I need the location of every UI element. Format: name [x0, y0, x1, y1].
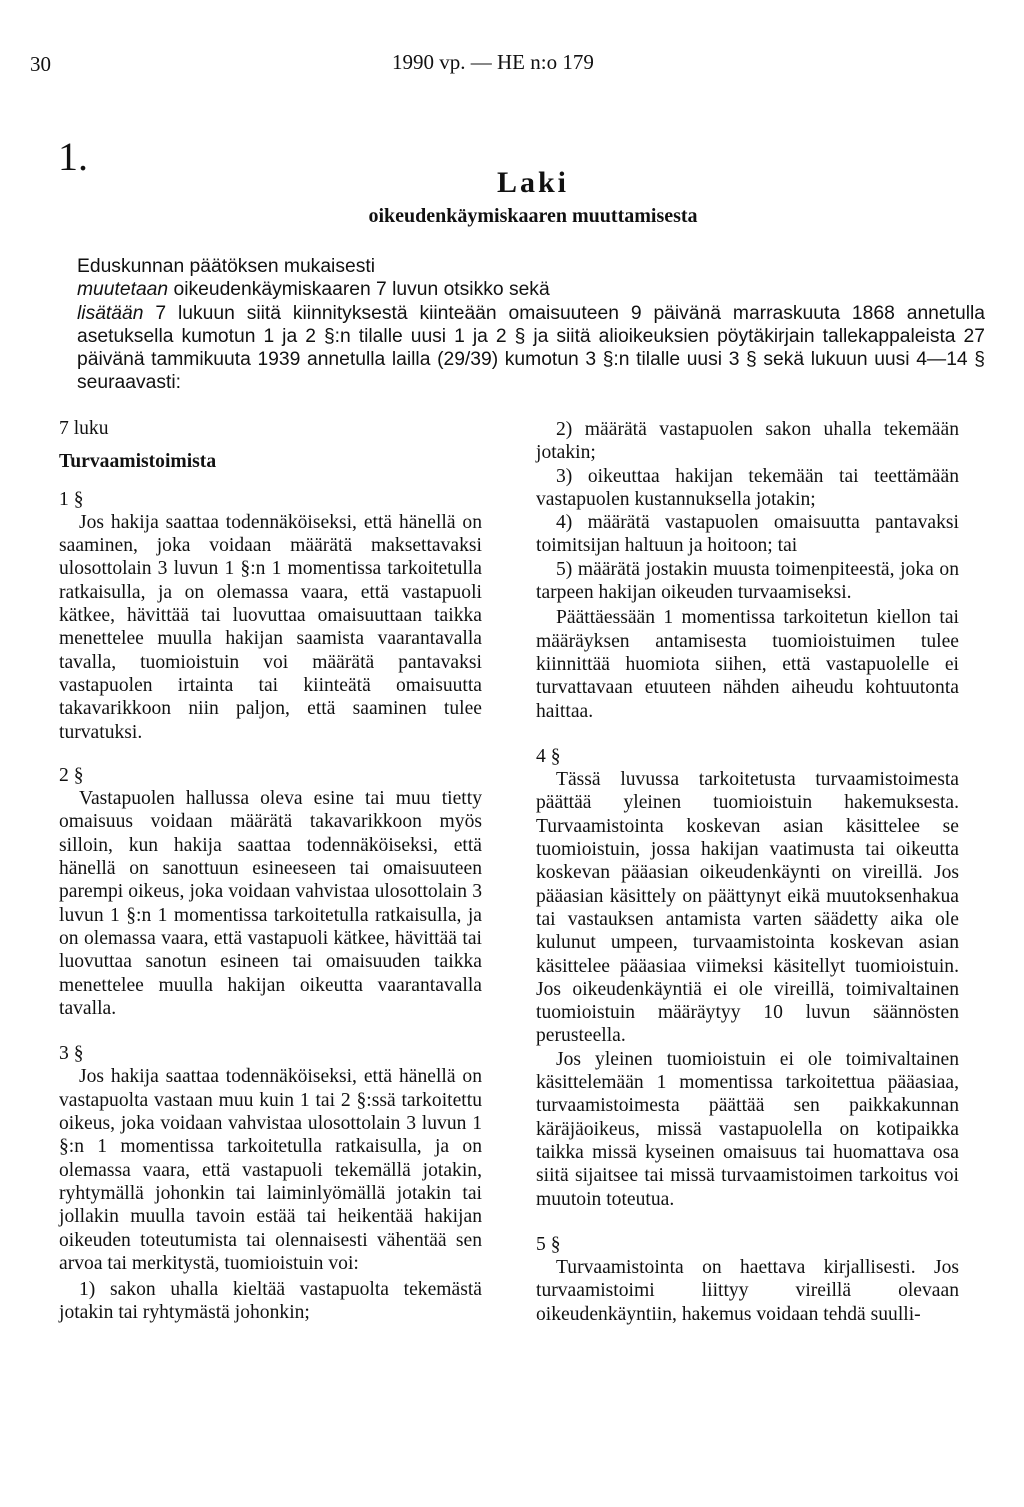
- section-3-item-1: 1) sakon uhalla kieltää vastapuolta tekemästä jotakin tai ryhtymästä johonkin;: [59, 1279, 482, 1324]
- chapter-number: 7 luku: [59, 418, 109, 439]
- section-3-text: Jos hakija saattaa todennäköiseksi, että hänellä on vastapuolta vastaan muu kuin 1 tai 2 §:ssä tarkoitettu oikeus, joka voidaan vahvistaa ulosottolain 3 luvun 1 §:n 1 momentissa tarkoitetulla ratkaisulla, ja on olemassa vaara, että vastapuoli tekemällä jotakin, ryhtymällä johonkin tai laiminlyömällä jotakin tai jollakin muulla tavoin estää tai heikentää hakijan oikeuden toteutumista tai olennaisesti vähentää sen arvoa tai merkitystä, tuomioistuin voi:: [59, 1066, 482, 1274]
- enactment-line-2: [77, 278, 985, 301]
- section-3-item-3: 3) oikeuttaa hakijan tekemään tai teettämään vastapuolen kustannuksella jotakin;: [536, 465, 959, 510]
- section-4-heading: 4 §: [536, 745, 561, 767]
- chapter-title: Turvaamistoimista: [59, 451, 217, 473]
- page-number: 30: [30, 52, 51, 76]
- enactment-line-3: [77, 302, 985, 395]
- section-1-heading: 1 §: [59, 488, 84, 510]
- enactment-clause: [77, 255, 985, 395]
- section-5-heading: 5 §: [536, 1233, 561, 1255]
- amend-keyword: muutetaan: [77, 279, 169, 301]
- section-3-paragraph-2: Päättäessään 1 momentissa tarkoitetun kiellon tai määräyksen antamisesta tuomioistuimen tulee kiinnittää huomiota siihen, että vastapuolelle ei turvattavaan etuuteen nähden aiheudu kohtuutonta haittaa.: [536, 607, 959, 722]
- left-column: [59, 417, 482, 1325]
- section-5-text: Turvaamistointa on haettava kirjallisesti. Jos turvaamistoimi liittyy vireillä olevaan oikeudenkäyntiin, hakemus voidaan tehdä suulli-: [536, 1257, 959, 1325]
- enactment-line-1: Eduskunnan päätöksen mukaisesti: [77, 256, 375, 277]
- section-4-paragraph-2: Jos yleinen tuomioistuin ei ole toimivaltainen käsittelemään 1 momentissa tarkoitettua pääasiaa, turvaamistoimesta päättää sen paikkakunnan käräjäoikeus, missä vastapuolella on kotipaikka taikka missä kyseinen omaisuus tai huomattava osa siitä sijaitsee tai missä turvaamistoimen tarkoitus voi muutoin toteutua.: [536, 1048, 959, 1210]
- section-3-item-4: 4) määrätä vastapuolen omaisuutta pantavaksi toimitsijan haltuun ja hoitoon; tai: [536, 512, 959, 557]
- page-header-title: 1990 vp. — HE n:o 179: [392, 50, 594, 74]
- law-subtitle: oikeudenkäymiskaaren muuttamisesta: [368, 205, 698, 227]
- section-2-text: Vastapuolen hallussa oleva esine tai muu tietty omaisuus voidaan määrätä takavarikkoon myös silloin, kun hakija saattaa todennäköiseksi, että hänellä on sanottuun esineeseen tai omaisuuteen parempi oikeus, joka voidaan vahvistaa ulosottolain 3 luvun 1 §:n 1 momentissa tarkoitetulla ratkaisulla, ja on olemassa vaara, että vastapuoli kätkee, hävittää tai luovuttaa sanotun esineen tai omaisuuden taikka menettelee muulla hakijan oikeutta vaarantavalla tavalla.: [59, 788, 482, 1019]
- law-number: 1.: [58, 134, 88, 179]
- add-text: 7 lukuun siitä kiinnityksestä kiinteään omaisuuteen 9 päivänä marraskuuta 1868 annetulla asetuksella kumotun 1 ja 2 §:n tilalle uusi 1 ja 2 § ja siitä alioikeuksien pöytäkirjain tallekappaleista 27 päivänä tammikuuta 1939 annetulla lailla (29/39) kumotun 3 §:n tilalle uusi 3 § sekä lukuun uusi 4—14 § seuraavasti:: [77, 302, 985, 394]
- section-2-heading: 2 §: [59, 764, 84, 786]
- section-4-text: Tässä luvussa tarkoitetusta turvaamistoimesta päättää yleinen tuomioistuin hakemuksesta. Turvaamistointa koskevan asian käsittelee se tuomioistuin, jossa hakijan vaatimusta tai oikeutta koskevan pääasian oikeudenkäynti on vireillä. Jos pääasian käsittely on päättynyt eikä muutoksenhakua tai vastauksen antamista varten säädetty aika ole kulunut umpeen, turvaamistointa koskevan asian käsittelee pääasiaa viimeksi käsitellyt tuomioistuin. Jos oikeudenkäyntiä ei ole vireillä, toimivaltainen tuomioistuin määräytyy 10 luvun säännösten perusteella.: [536, 769, 959, 1047]
- section-3-item-2: 2) määrätä vastapuolen sakon uhalla tekemään jotakin;: [536, 419, 959, 464]
- section-1-text: Jos hakija saattaa todennäköiseksi, että hänellä on saaminen, joka voidaan määrätä maksettavaksi ulosottolain 3 luvun 1 §:n 1 momentissa tarkoitetulla ratkaisulla, ja on olemassa vaara, että vastapuoli kätkee, hävittää tai luovuttaa omaisuuttaan taikka menettelee muulla hakijan saamista vaarantavalla tavalla, tuomioistuin voi määrätä pantavaksi vastapuolen irtainta tai kiinteätä omaisuutta takavarikkoon niin paljon, että saaminen tulee turvatuksi.: [59, 511, 482, 743]
- amend-text: oikeudenkäymiskaaren 7 luvun otsikko sekä: [168, 279, 550, 301]
- section-3-heading: 3 §: [59, 1043, 84, 1065]
- law-title: Laki: [496, 166, 570, 199]
- add-keyword: lisätään: [77, 302, 144, 324]
- section-3-item-5: 5) määrätä jostakin muusta toimenpiteestä, joka on tarpeen hakijan oikeuden turvaamiseksi.: [536, 558, 959, 604]
- right-column: [536, 418, 959, 1326]
